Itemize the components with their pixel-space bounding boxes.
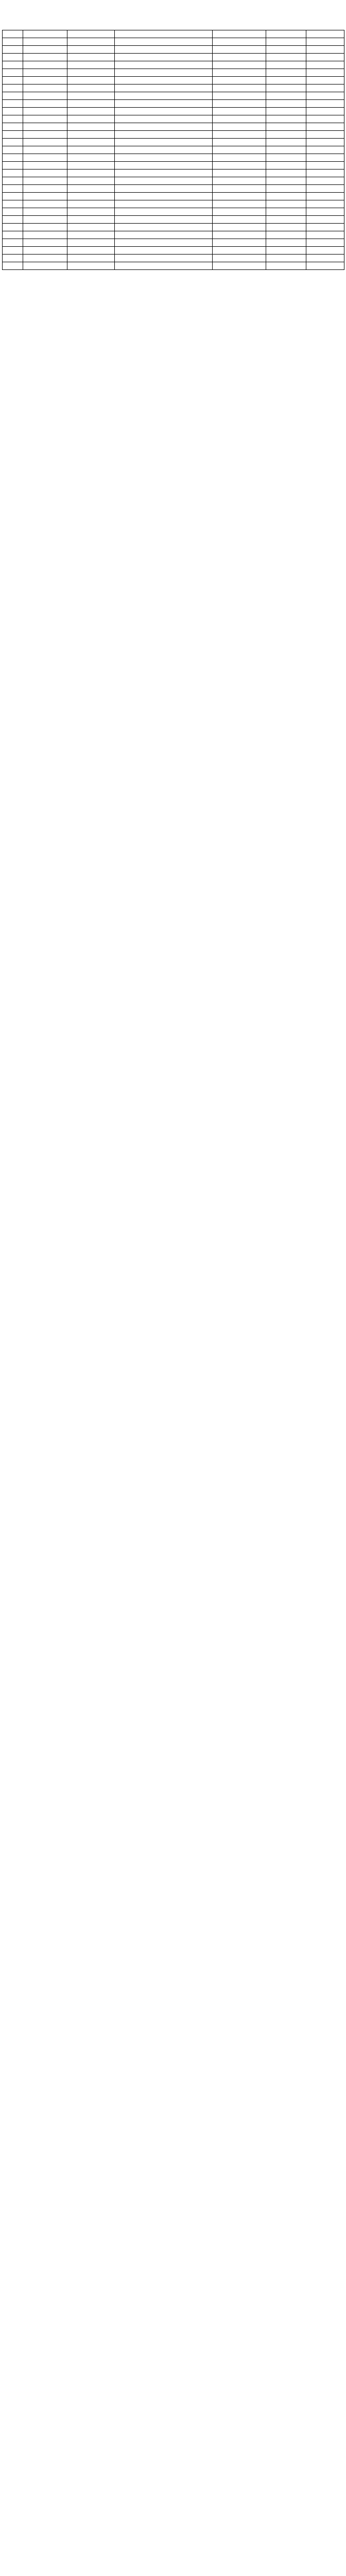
table-cell [67, 131, 115, 139]
column-header [306, 30, 344, 38]
table-cell [67, 224, 115, 231]
table-cell [67, 46, 115, 54]
table-cell [213, 69, 266, 77]
table-cell [115, 46, 213, 54]
table-cell [115, 131, 213, 139]
table-cell [115, 185, 213, 193]
column-header [115, 30, 213, 38]
table-cell [115, 162, 213, 170]
table-cell [266, 100, 306, 108]
table-cell [306, 139, 344, 146]
table-row [3, 69, 344, 77]
table-cell [67, 208, 115, 216]
table-row [3, 115, 344, 123]
document-page [0, 0, 346, 309]
table-body [3, 38, 344, 270]
table-cell [23, 69, 67, 77]
table-cell [306, 38, 344, 46]
table-cell [213, 208, 266, 216]
table-cell [67, 61, 115, 69]
table-cell [115, 77, 213, 84]
table-cell [115, 255, 213, 262]
table-cell [266, 92, 306, 100]
table-cell [115, 84, 213, 92]
table-row [3, 38, 344, 46]
table-cell [306, 69, 344, 77]
table-cell [67, 185, 115, 193]
table-cell [213, 193, 266, 200]
table-cell [3, 177, 23, 185]
table-cell [213, 123, 266, 131]
table-cell [213, 54, 266, 61]
table-cell [3, 108, 23, 115]
table-row [3, 247, 344, 255]
column-header [3, 30, 23, 38]
table-cell [23, 224, 67, 231]
table-cell [306, 247, 344, 255]
table-cell [213, 77, 266, 84]
table-cell [3, 239, 23, 247]
table-cell [3, 46, 23, 54]
table-cell [306, 262, 344, 270]
table-row [3, 162, 344, 170]
table-cell [213, 231, 266, 239]
table-cell [306, 54, 344, 61]
table-cell [23, 46, 67, 54]
table-cell [266, 208, 306, 216]
table-cell [3, 208, 23, 216]
table-cell [115, 139, 213, 146]
table-cell [213, 200, 266, 208]
table-cell [115, 146, 213, 154]
page-title [2, 16, 344, 26]
table-cell [115, 177, 213, 185]
table-cell [67, 193, 115, 200]
table-cell [213, 92, 266, 100]
table-cell [306, 162, 344, 170]
table-cell [23, 200, 67, 208]
table-cell [266, 200, 306, 208]
table-row [3, 77, 344, 84]
table-cell [67, 255, 115, 262]
table-row [3, 54, 344, 61]
table-cell [23, 193, 67, 200]
table-cell [115, 69, 213, 77]
table-cell [266, 46, 306, 54]
table-cell [23, 231, 67, 239]
table-cell [115, 200, 213, 208]
table-cell [67, 200, 115, 208]
table-cell [213, 247, 266, 255]
table-cell [266, 193, 306, 200]
table-cell [115, 61, 213, 69]
table-row [3, 46, 344, 54]
table-cell [115, 154, 213, 162]
table-cell [213, 224, 266, 231]
table-row [3, 84, 344, 92]
table-cell [67, 247, 115, 255]
table-cell [3, 84, 23, 92]
table-cell [306, 84, 344, 92]
table-cell [266, 239, 306, 247]
table-cell [67, 115, 115, 123]
table-cell [115, 231, 213, 239]
table-cell [115, 115, 213, 123]
table-cell [266, 131, 306, 139]
table-cell [266, 224, 306, 231]
table-cell [3, 38, 23, 46]
results-table [2, 30, 344, 270]
table-cell [67, 139, 115, 146]
table-cell [3, 115, 23, 123]
table-cell [23, 247, 67, 255]
table-cell [266, 162, 306, 170]
table-cell [3, 247, 23, 255]
table-cell [3, 100, 23, 108]
table-cell [306, 77, 344, 84]
table-cell [266, 61, 306, 69]
table-cell [306, 100, 344, 108]
table-cell [266, 139, 306, 146]
table-cell [23, 239, 67, 247]
table-row [3, 208, 344, 216]
table-cell [23, 77, 67, 84]
table-cell [306, 193, 344, 200]
table-cell [67, 69, 115, 77]
table-cell [115, 224, 213, 231]
table-row [3, 92, 344, 100]
table-row [3, 239, 344, 247]
table-cell [306, 146, 344, 154]
table-cell [67, 231, 115, 239]
table-cell [3, 131, 23, 139]
table-cell [213, 46, 266, 54]
table-cell [67, 100, 115, 108]
table-cell [23, 123, 67, 131]
table-cell [3, 154, 23, 162]
table-cell [67, 154, 115, 162]
table-cell [213, 38, 266, 46]
table-cell [67, 77, 115, 84]
table-cell [3, 193, 23, 200]
table-cell [3, 255, 23, 262]
table-row [3, 139, 344, 146]
table-cell [306, 46, 344, 54]
table-cell [3, 216, 23, 224]
table-row [3, 154, 344, 162]
table-cell [213, 216, 266, 224]
table-row [3, 177, 344, 185]
table-row [3, 108, 344, 115]
table-cell [213, 170, 266, 177]
table-cell [23, 139, 67, 146]
table-cell [3, 200, 23, 208]
table-cell [306, 170, 344, 177]
table-cell [115, 208, 213, 216]
table-cell [213, 185, 266, 193]
table-cell [266, 216, 306, 224]
table-cell [3, 77, 23, 84]
table-row [3, 216, 344, 224]
table-cell [266, 247, 306, 255]
table-cell [115, 38, 213, 46]
table-cell [23, 216, 67, 224]
table-cell [3, 162, 23, 170]
table-row [3, 131, 344, 139]
table-cell [306, 255, 344, 262]
table-cell [266, 115, 306, 123]
table-cell [266, 262, 306, 270]
table-cell [115, 54, 213, 61]
table-cell [3, 231, 23, 239]
table-row [3, 224, 344, 231]
table-cell [266, 69, 306, 77]
table-cell [23, 262, 67, 270]
table-cell [306, 200, 344, 208]
table-cell [213, 255, 266, 262]
table-cell [266, 84, 306, 92]
table-cell [266, 255, 306, 262]
table-cell [115, 92, 213, 100]
table-cell [67, 84, 115, 92]
table-cell [306, 208, 344, 216]
table-cell [23, 131, 67, 139]
table-cell [306, 92, 344, 100]
table-cell [115, 100, 213, 108]
table-cell [67, 170, 115, 177]
table-cell [213, 139, 266, 146]
table-cell [306, 154, 344, 162]
table-cell [3, 61, 23, 69]
table-cell [3, 139, 23, 146]
table-row [3, 100, 344, 108]
table-cell [67, 108, 115, 115]
table-cell [115, 123, 213, 131]
table-cell [23, 61, 67, 69]
table-cell [115, 108, 213, 115]
table-cell [67, 92, 115, 100]
table-row [3, 200, 344, 208]
table-cell [3, 54, 23, 61]
table-cell [67, 177, 115, 185]
table-cell [306, 123, 344, 131]
table-row [3, 193, 344, 200]
table-cell [67, 239, 115, 247]
column-header [23, 30, 67, 38]
table-cell [306, 177, 344, 185]
table-cell [23, 177, 67, 185]
table-row [3, 170, 344, 177]
table-header-row [3, 30, 344, 38]
table-cell [266, 123, 306, 131]
table-cell [266, 38, 306, 46]
table-row [3, 146, 344, 154]
table-cell [23, 170, 67, 177]
table-cell [67, 216, 115, 224]
table-cell [266, 177, 306, 185]
table-cell [23, 92, 67, 100]
table-row [3, 231, 344, 239]
table-cell [306, 61, 344, 69]
table-cell [23, 185, 67, 193]
table-cell [3, 224, 23, 231]
table-cell [3, 262, 23, 270]
table-cell [67, 262, 115, 270]
table-cell [23, 108, 67, 115]
table-cell [23, 146, 67, 154]
table-cell [213, 84, 266, 92]
table-cell [3, 146, 23, 154]
table-cell [67, 123, 115, 131]
table-cell [115, 262, 213, 270]
table-cell [306, 108, 344, 115]
table-cell [213, 115, 266, 123]
table-cell [213, 162, 266, 170]
table-cell [23, 115, 67, 123]
table-row [3, 255, 344, 262]
table-cell [266, 108, 306, 115]
table-cell [213, 262, 266, 270]
table-cell [3, 123, 23, 131]
table-row [3, 61, 344, 69]
table-cell [266, 170, 306, 177]
table-cell [23, 208, 67, 216]
table-cell [266, 77, 306, 84]
table-cell [3, 92, 23, 100]
table-cell [306, 185, 344, 193]
column-header [67, 30, 115, 38]
table-cell [23, 100, 67, 108]
table-cell [266, 54, 306, 61]
table-row [3, 185, 344, 193]
table-cell [266, 185, 306, 193]
table-cell [306, 239, 344, 247]
table-cell [23, 38, 67, 46]
table-cell [306, 216, 344, 224]
table-cell [213, 239, 266, 247]
table-row [3, 123, 344, 131]
table-cell [3, 69, 23, 77]
table-cell [213, 131, 266, 139]
table-cell [23, 162, 67, 170]
attachment-label [2, 4, 344, 10]
table-cell [23, 54, 67, 61]
table-cell [306, 231, 344, 239]
table-cell [3, 170, 23, 177]
table-cell [213, 154, 266, 162]
table-cell [306, 115, 344, 123]
table-cell [23, 84, 67, 92]
table-cell [67, 146, 115, 154]
table-cell [67, 38, 115, 46]
table-cell [115, 239, 213, 247]
table-cell [213, 177, 266, 185]
table-cell [213, 61, 266, 69]
table-cell [213, 146, 266, 154]
table-cell [213, 100, 266, 108]
table-row [3, 262, 344, 270]
table-cell [213, 108, 266, 115]
column-header [213, 30, 266, 38]
table-cell [23, 154, 67, 162]
table-cell [115, 193, 213, 200]
table-cell [115, 170, 213, 177]
table-cell [306, 131, 344, 139]
table-cell [266, 154, 306, 162]
table-cell [3, 185, 23, 193]
table-cell [67, 54, 115, 61]
table-cell [23, 255, 67, 262]
column-header [266, 30, 306, 38]
table-cell [115, 247, 213, 255]
table-cell [306, 224, 344, 231]
table-cell [67, 162, 115, 170]
table-cell [266, 146, 306, 154]
table-cell [115, 216, 213, 224]
table-cell [266, 231, 306, 239]
